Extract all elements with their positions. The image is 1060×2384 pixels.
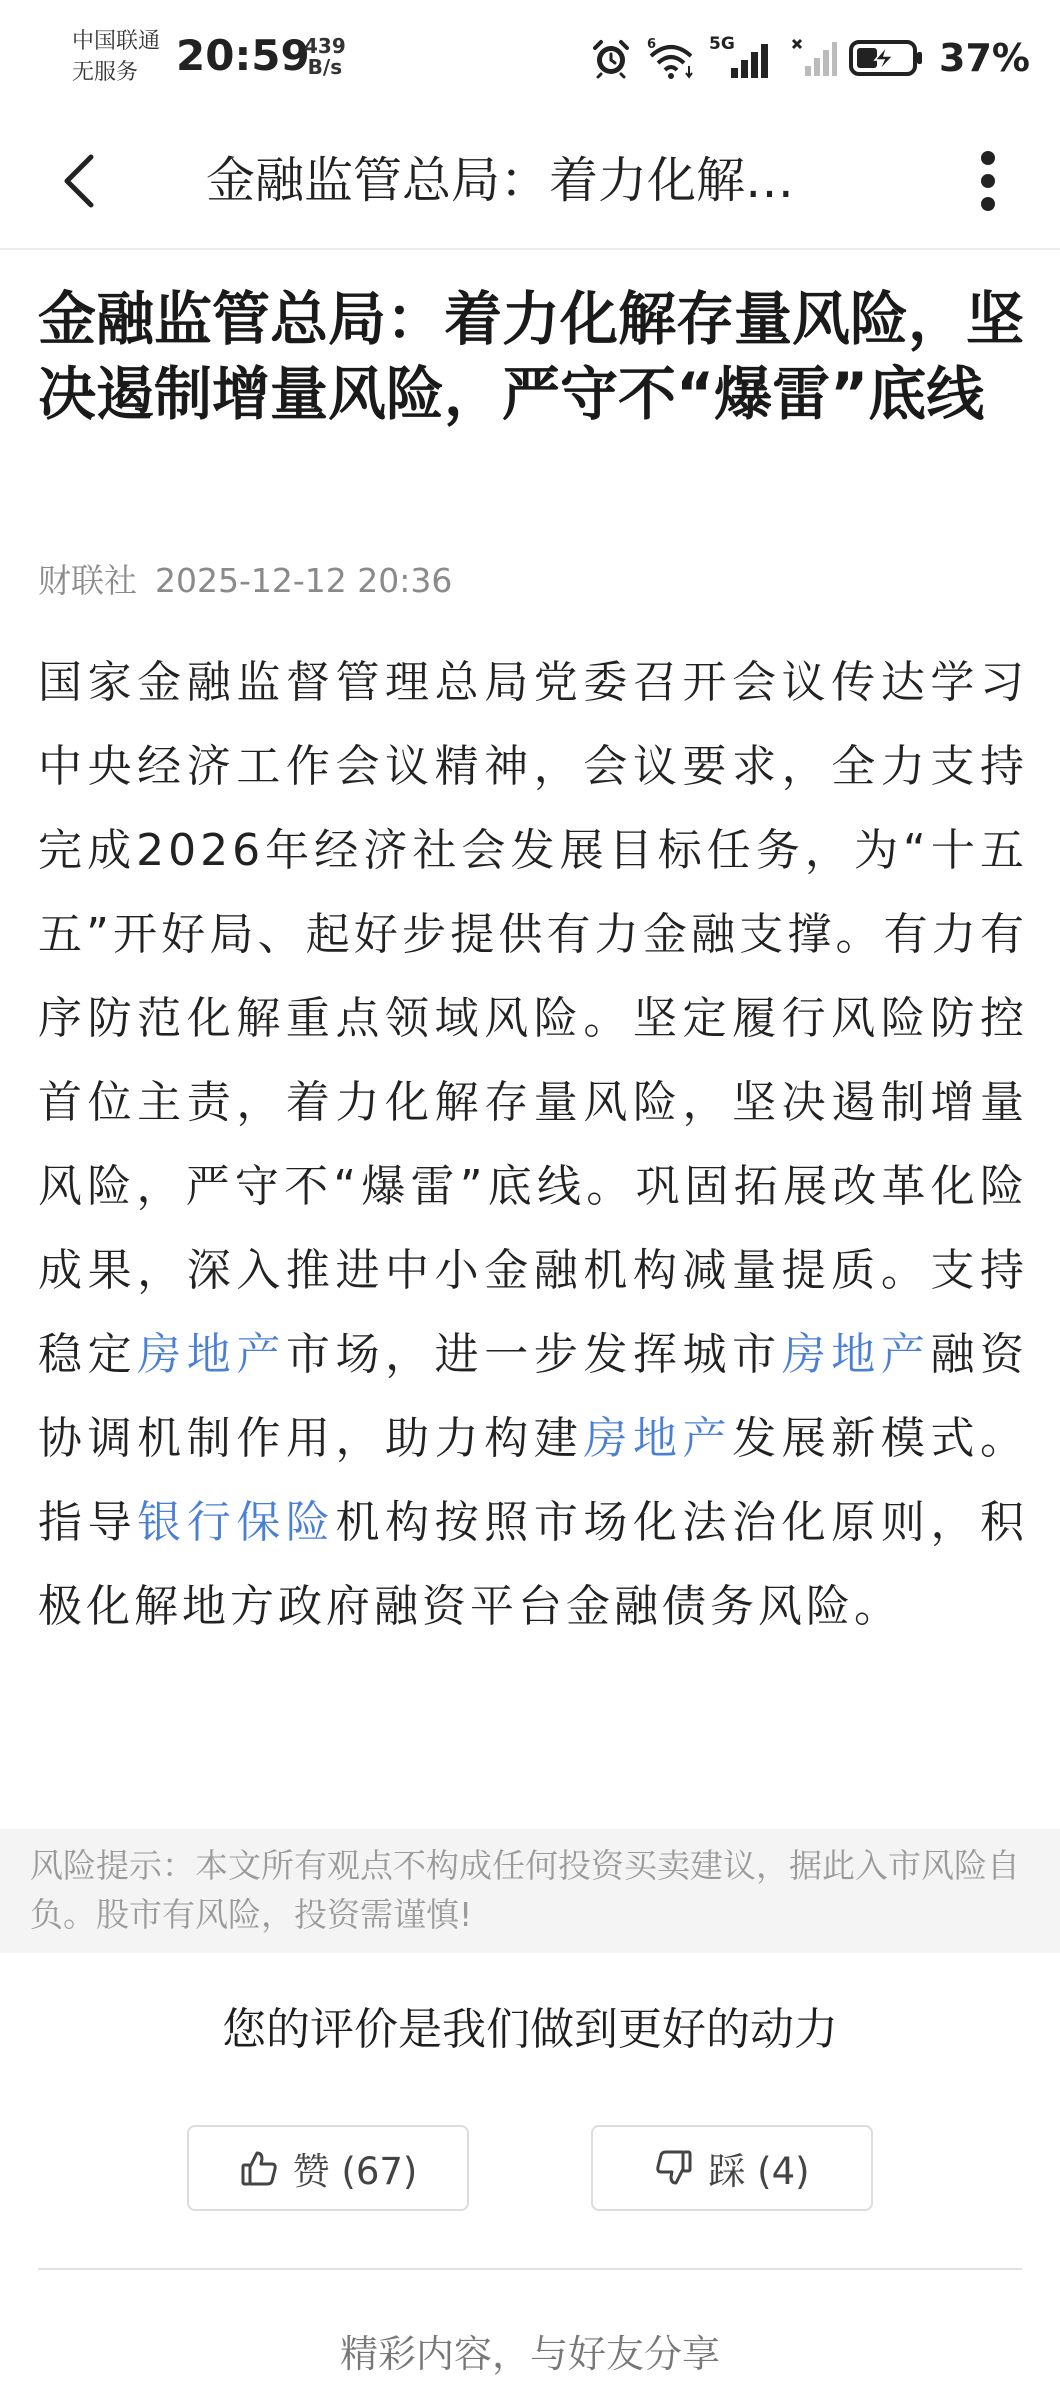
nav-bar (0, 118, 1060, 250)
article-headline: 金融监管总局：着力化解存量风险，坚决遏制增量风险，严守不“爆雷”底线 (38, 285, 1025, 428)
no-signal-icon (791, 36, 837, 80)
carrier-name: 中国联通 (72, 29, 161, 54)
more-vertical-icon (978, 150, 998, 212)
share-prompt: 精彩内容，与好友分享 (339, 2332, 720, 2376)
article-source: 财联社 (38, 561, 137, 600)
keyword-link-real-estate[interactable]: 房地产 (137, 1329, 286, 1380)
alarm-icon (589, 36, 633, 80)
status-time: 20:59 (176, 31, 310, 80)
dislike-button[interactable] (591, 2125, 873, 2211)
svg-text:6: 6 (647, 37, 657, 52)
status-bar (0, 0, 1060, 118)
battery-charging-icon (849, 38, 925, 78)
divider (38, 2268, 1022, 2270)
article-body (38, 641, 1028, 1649)
feedback-prompt: 您的评价是我们做到更好的动力 (222, 2004, 838, 2055)
thumbs-down-icon (654, 2148, 694, 2188)
thumbs-up-icon (239, 2148, 279, 2188)
carrier-status: 无服务 (72, 60, 139, 85)
network-speed-value: 439 (304, 34, 346, 58)
network-speed-unit: B/s (307, 55, 343, 79)
body-text: 市场，进一步发挥城市 (285, 1329, 782, 1380)
carrier-info (72, 26, 177, 88)
more-options-button[interactable] (958, 140, 1018, 222)
wifi-icon (645, 36, 697, 80)
network-type-label: 5G (709, 34, 735, 54)
cellular-5g-signal-icon (709, 36, 779, 80)
body-text: 国家金融监督管理总局党委召开会议传达学习中央经济工作会议精神，会议要求，全力支持完成2026年经济社会发展目标任务，为“十五五”开好局、起好步提供有力金融支撑。有力有序防范化解重点领域风险。坚定履行风险防控首位主责，着力化解存量风险，坚决遏制增量风险，严守不“爆雷”底线。巩固拓展改革化险成果，深入推进中小金融机构减量提质。支持稳定 (38, 657, 1028, 1380)
like-button[interactable] (187, 2125, 469, 2211)
body-text: 机构按照市场化法治化原则，积极化解地方政府融资平台金融债务风险。 (38, 1497, 1029, 1632)
dislike-label: 踩 (4) (708, 2150, 810, 2193)
status-icons (589, 30, 1030, 86)
keyword-link-real-estate[interactable]: 房地产 (781, 1329, 931, 1380)
body-text: 发展新模式。指导 (38, 1413, 1029, 1548)
battery-percent: 37% (939, 36, 1030, 80)
body-text: 融资协调机制作用，助力构建 (38, 1329, 1029, 1464)
like-label: 赞 (67) (292, 2150, 418, 2193)
back-button[interactable] (46, 146, 112, 216)
nav-title: 金融监管总局：着力化解… (206, 152, 795, 209)
back-arrow-icon (59, 151, 99, 211)
article-meta (38, 556, 452, 606)
article-date: 2025-12-12 20:36 (155, 561, 453, 600)
risk-notice (0, 1829, 1060, 1953)
keyword-link-real-estate[interactable]: 房地产 (583, 1413, 733, 1464)
risk-notice-text: 风险提示：本文所有观点不构成任何投资买卖建议，据此入市风险自负。股市有风险，投资需谨慎! (30, 1846, 1020, 1934)
keyword-link-banking-insurance[interactable]: 银行保险 (137, 1497, 336, 1548)
network-speed (304, 36, 346, 78)
